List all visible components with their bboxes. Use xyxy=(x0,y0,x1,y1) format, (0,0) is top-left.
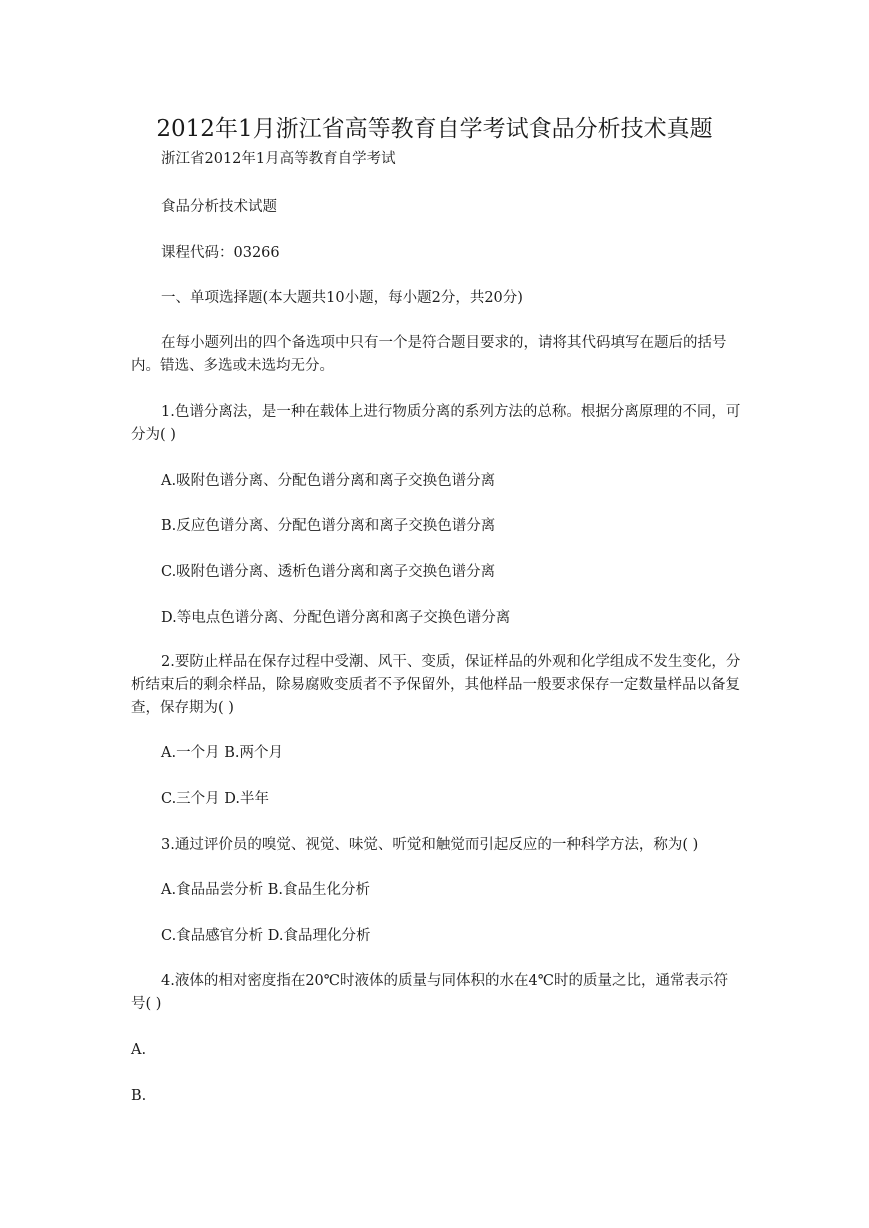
question-3-options-cd: C.食品感官分析 D.食品理化分析 xyxy=(161,928,371,944)
exam-subject: 食品分析技术试题 xyxy=(161,199,277,215)
question-1: 1.色谱分离法，是一种在载体上进行物质分离的系列方法的总称。根据分离原理的不同，可分为( ) xyxy=(131,404,741,443)
question-1-option-c: C.吸附色谱分离、透析色谱分离和离子交换色谱分离 xyxy=(161,564,496,580)
question-1-option-a: A.吸附色谱分离、分配色谱分离和离子交换色谱分离 xyxy=(161,473,496,489)
course-code: 课程代码：03266 xyxy=(161,245,280,261)
question-3: 3.通过评价员的嗅觉、视觉、味觉、听觉和触觉而引起反应的一种科学方法，称为( ) xyxy=(161,837,699,853)
section-instructions: 在每小题列出的四个备选项中只有一个是符合题目要求的，请将其代码填写在题后的括号内。错选、多选或未选均无分。 xyxy=(131,335,727,374)
section-heading: 一、单项选择题(本大题共10小题，每小题2分，共20分) xyxy=(161,290,523,306)
question-2-options-ab: A.一个月 B.两个月 xyxy=(161,745,283,761)
exam-header: 浙江省2012年1月高等教育自学考试 xyxy=(161,151,396,167)
question-1-option-b: B.反应色谱分离、分配色谱分离和离子交换色谱分离 xyxy=(161,518,496,534)
question-1-option-d: D.等电点色谱分离、分配色谱分离和离子交换色谱分离 xyxy=(161,610,511,626)
question-4-option-a: A. xyxy=(131,1042,147,1058)
question-3-options-ab: A.食品品尝分析 B.食品生化分析 xyxy=(161,882,370,898)
document-title: 2012年1月浙江省高等教育自学考试食品分析技术真题 xyxy=(156,116,713,142)
question-4: 4.液体的相对密度指在20℃时液体的质量与同体积的水在4℃时的质量之比，通常表示符号( ) xyxy=(131,973,728,1012)
question-4-option-b: B. xyxy=(131,1088,147,1104)
question-2-options-cd: C.三个月 D.半年 xyxy=(161,791,270,807)
question-2: 2.要防止样品在保存过程中受潮、风干、变质，保证样品的外观和化学组成不发生变化，分析结束后的剩余样品，除易腐败变质者不予保留外，其他样品一般要求保存一定数量样品以备复查，保存期为( ) xyxy=(131,654,741,716)
